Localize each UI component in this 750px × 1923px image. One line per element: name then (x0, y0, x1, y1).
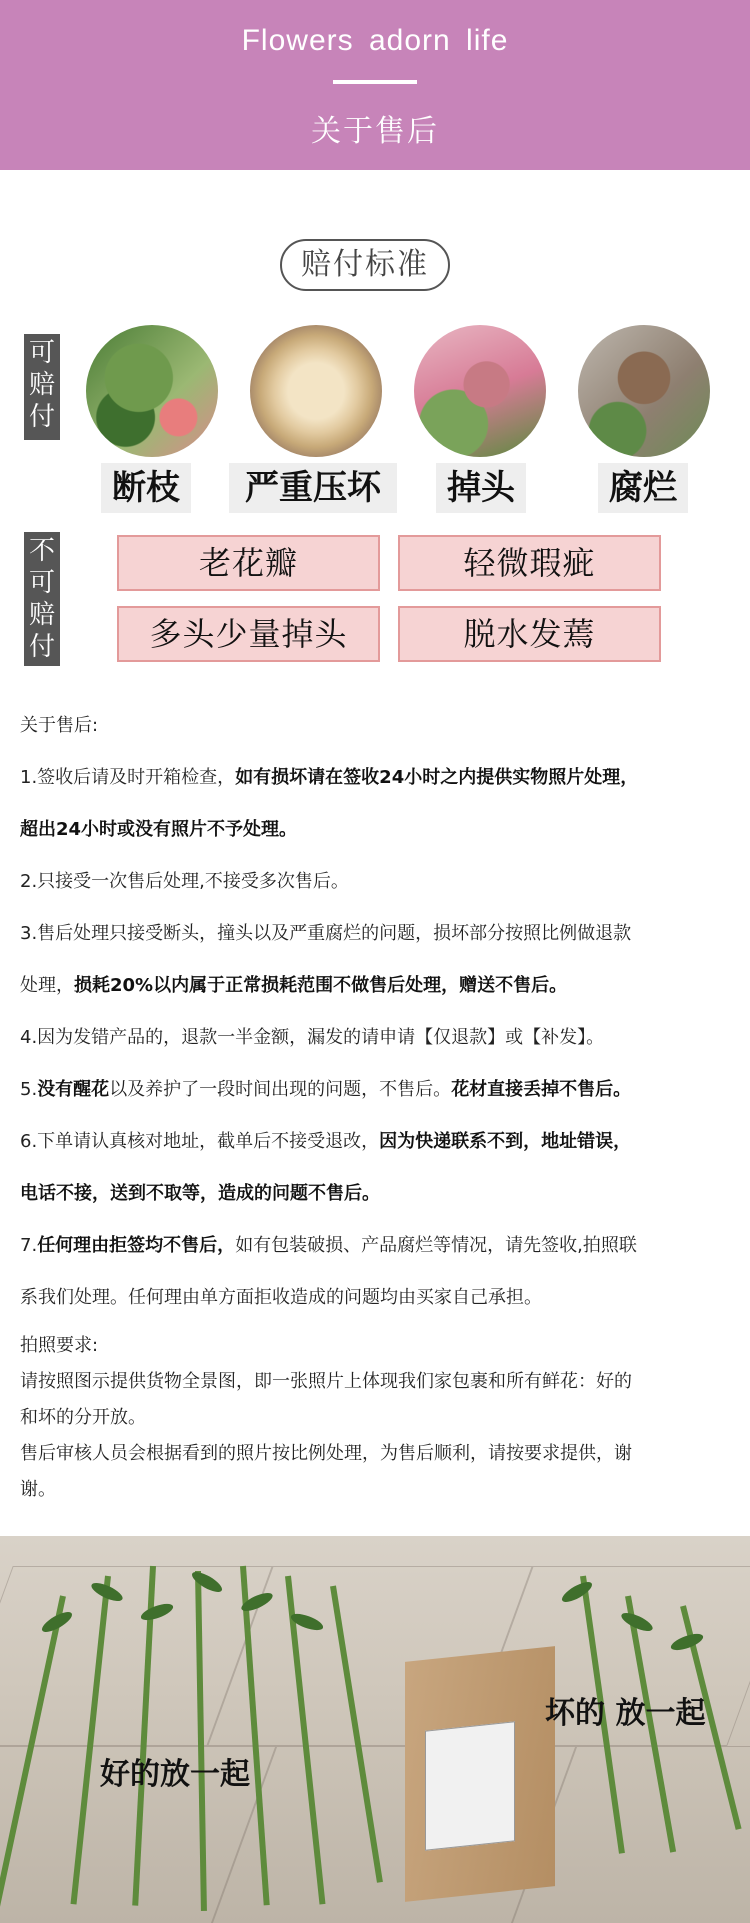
header-chinese-title: 关于售后 (311, 114, 439, 149)
payable-item: 严重压坏 (229, 463, 397, 513)
payable-label: 可 赔 付 (24, 334, 60, 440)
non-payable-item: 轻微瑕疵 (398, 535, 661, 591)
photo-req-line: 谢。 (20, 1479, 56, 1500)
policy-item-6-cont: 电话不接，送到不取等，造成的问题不售后。 (20, 1183, 380, 1204)
payable-item: 掉头 (436, 463, 526, 513)
policy-item-7: 7.任何理由拒签均不售后，如有包装破损、产品腐烂等情况，请先签收,拍照联 (20, 1235, 637, 1256)
policy-item-6: 6.下单请认真核对地址，截单后不接受退改，因为快递联系不到，地址错误， (20, 1131, 632, 1152)
policy-heading: 关于售后: (20, 715, 99, 736)
non-payable-label: 不 可 赔 付 (24, 532, 60, 666)
rotten-flower-photo (578, 325, 710, 457)
bad-flowers-label: 坏的 放一起 (545, 1696, 706, 1731)
fallen-head-photo (414, 325, 546, 457)
policy-item-1-cont: 超出24小时或没有照片不予处理。 (20, 819, 298, 840)
photo-req-heading: 拍照要求: (20, 1335, 99, 1356)
example-photo (0, 1536, 750, 1923)
header-banner (0, 0, 750, 170)
good-flowers-label: 好的放一起 (100, 1757, 250, 1792)
header-divider (333, 80, 417, 84)
policy-item-3: 3.售后处理只接受断头，撞头以及严重腐烂的问题，损坏部分按照比例做退款 (20, 923, 632, 944)
policy-item-5: 5.没有醒花以及养护了一段时间出现的问题，不售后。花材直接丢掉不售后。 (20, 1079, 632, 1100)
policy-item-4: 4.因为发错产品的，退款一半金额，漏发的请申请【仅退款】或【补发】。 (20, 1027, 605, 1048)
policy-item-3-cont: 处理，损耗20%以内属于正常损耗范围不做售后处理，赠送不售后。 (20, 975, 568, 996)
photo-req-line: 和坏的分开放。 (20, 1407, 146, 1428)
header-english-title: Flowers adorn life (241, 24, 509, 57)
non-payable-item: 多头少量掉头 (117, 606, 380, 662)
payable-item: 断枝 (101, 463, 191, 513)
photo-req-line: 售后审核人员会根据看到的照片按比例处理，为售后顺利，请按要求提供，谢 (20, 1443, 632, 1464)
policy-item-2: 2.只接受一次售后处理,不接受多次售后。 (20, 871, 349, 892)
non-payable-item: 老花瓣 (117, 535, 380, 591)
broken-stem-photo (86, 325, 218, 457)
policy-item-7-cont: 系我们处理。任何理由单方面拒收造成的问题均由买家自己承担。 (20, 1287, 542, 1308)
policy-item-1: 1.签收后请及时开箱检查，如有损坏请在签收24小时之内提供实物照片处理， (20, 767, 639, 788)
photo-req-line: 请按照图示提供货物全景图，即一张照片上体现我们家包裹和所有鲜花：好的 (20, 1371, 632, 1392)
payable-item: 腐烂 (598, 463, 688, 513)
crushed-flower-photo (250, 325, 382, 457)
shipping-label (425, 1721, 515, 1850)
non-payable-item: 脱水发蔫 (398, 606, 661, 662)
compensation-title: 赔付标准 (280, 239, 450, 291)
